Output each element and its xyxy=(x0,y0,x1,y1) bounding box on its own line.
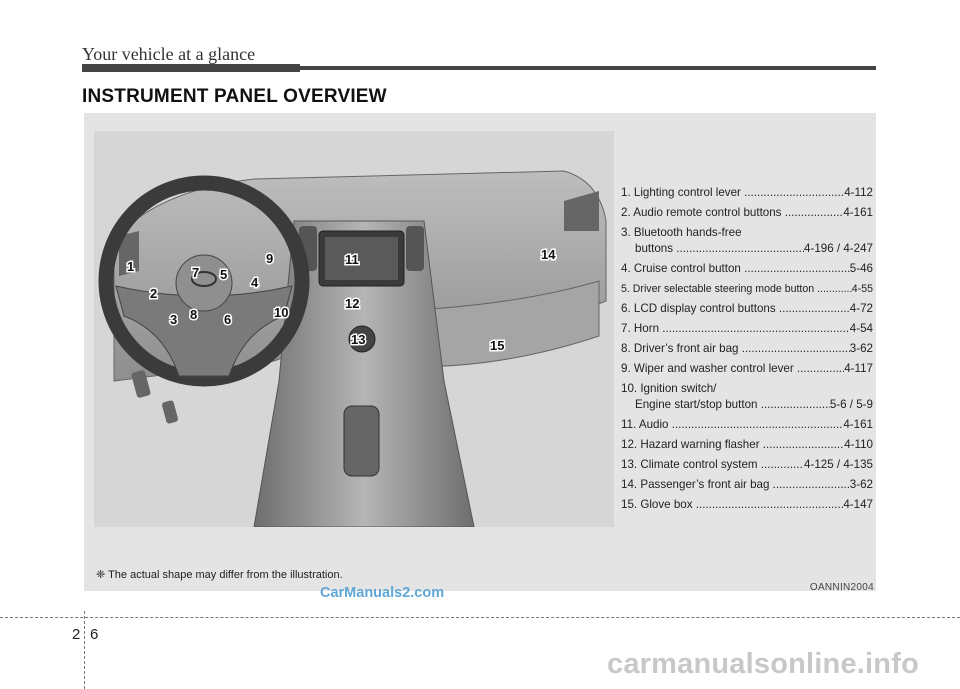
legend-item xyxy=(621,361,873,377)
legend-item-text: 12. Hazard warning flasher ..... xyxy=(621,437,844,453)
legend-item xyxy=(621,437,873,453)
callout-9: 9 xyxy=(266,251,274,266)
page-heading: INSTRUMENT PANEL OVERVIEW xyxy=(82,86,387,107)
legend-item-page: 4-147 xyxy=(843,498,873,511)
legend-item-text: 2. Audio remote control buttons ..... xyxy=(621,205,843,221)
callout-7: 7 xyxy=(192,265,200,280)
legend-item-text: buttons ..... xyxy=(635,241,804,257)
component-legend xyxy=(621,185,873,517)
legend-item xyxy=(621,261,873,277)
legend-item-page: 4-125 / 4-135 xyxy=(804,458,873,471)
legend-item-heading: 3. Bluetooth hands-free xyxy=(621,226,742,239)
legend-item-text: 8. Driver’s front air bag ..... xyxy=(621,341,850,357)
right-vent-shape xyxy=(406,226,424,271)
legend-item-page: 4-117 xyxy=(844,362,873,375)
legend-item-page: 3-62 xyxy=(849,478,873,491)
page-hline xyxy=(0,617,960,618)
watermark-link[interactable]: CarManuals2.com xyxy=(320,585,445,601)
legend-item xyxy=(621,185,873,201)
legend-item-text: 14. Passenger’s front air bag ..... xyxy=(621,477,850,493)
callout-5: 5 xyxy=(220,267,228,282)
callout-11: 11 xyxy=(345,252,359,267)
legend-item-text: 6. LCD display control buttons ..... xyxy=(621,301,850,317)
legend-item xyxy=(621,381,873,413)
legend-item-text: Engine start/stop button ..... xyxy=(635,397,830,413)
illustration-panel xyxy=(84,113,876,591)
image-code: OANNIN2004 xyxy=(809,582,874,593)
legend-item-text: 9. Wiper and washer control lever ..... xyxy=(621,361,844,377)
legend-item-heading: 10. Ignition switch/ xyxy=(621,382,717,395)
legend-item xyxy=(621,417,873,433)
legend-item xyxy=(621,301,873,317)
legend-item xyxy=(621,497,873,513)
legend-item-page: 4-112 xyxy=(844,186,873,199)
page-number: 6 xyxy=(90,626,99,643)
legend-item-page: 4-54 xyxy=(849,322,873,335)
section-title: Your vehicle at a glance xyxy=(82,44,256,64)
callout-13: 13 xyxy=(351,332,366,347)
page-separator xyxy=(84,611,85,689)
callout-1: 1 xyxy=(127,259,135,274)
callout-10: 10 xyxy=(274,305,289,320)
instrument-panel-illustration xyxy=(94,131,614,527)
legend-item-page: 4-161 xyxy=(843,206,873,219)
callout-3: 3 xyxy=(170,312,178,327)
shifter-shape xyxy=(344,406,379,476)
site-watermark: carmanualsonline.info xyxy=(607,648,919,680)
legend-item-text: 13. Climate control system ..... xyxy=(621,457,804,473)
legend-item xyxy=(621,477,873,493)
steering-hub xyxy=(176,255,232,311)
legend-item xyxy=(621,341,873,357)
legend-item-page: 5-46 xyxy=(849,262,873,275)
legend-item-line xyxy=(621,241,873,257)
chapter-number: 2 xyxy=(72,626,81,643)
legend-item xyxy=(621,225,873,257)
legend-item-line xyxy=(621,397,873,413)
footnote: ❈ The actual shape may differ from the illustration. xyxy=(96,569,343,581)
legend-item xyxy=(621,281,873,297)
legend-item-page: 3-62 xyxy=(849,342,873,355)
callout-4: 4 xyxy=(251,275,259,290)
legend-item xyxy=(621,457,873,473)
legend-item-text: 7. Horn ..... xyxy=(621,321,850,337)
callout-12: 12 xyxy=(345,296,360,311)
legend-item-text: 4. Cruise control button ..... xyxy=(621,261,850,277)
legend-item-page: 4-196 / 4-247 xyxy=(804,242,873,255)
callout-2: 2 xyxy=(150,286,158,301)
header-rule xyxy=(82,66,876,70)
legend-item-page: 4-161 xyxy=(843,418,873,431)
screen-display xyxy=(325,237,398,280)
legend-item-page: 4-55 xyxy=(851,283,873,295)
legend-item-text: 1. Lighting control lever ..... xyxy=(621,185,844,201)
legend-item-page: 4-72 xyxy=(849,302,873,315)
legend-item xyxy=(621,205,873,221)
legend-item xyxy=(621,321,873,337)
callout-15: 15 xyxy=(490,338,505,353)
legend-item-page: 5-6 / 5-9 xyxy=(829,398,873,411)
callout-8: 8 xyxy=(190,307,198,322)
callout-14: 14 xyxy=(541,247,556,262)
legend-item-text: 15. Glove box ..... xyxy=(621,497,843,513)
legend-item-text: 11. Audio ..... xyxy=(621,417,843,433)
callout-6: 6 xyxy=(224,312,232,327)
legend-item-text: 5. Driver selectable steering mode button ..... xyxy=(621,281,852,297)
legend-item-page: 4-110 xyxy=(844,438,873,451)
